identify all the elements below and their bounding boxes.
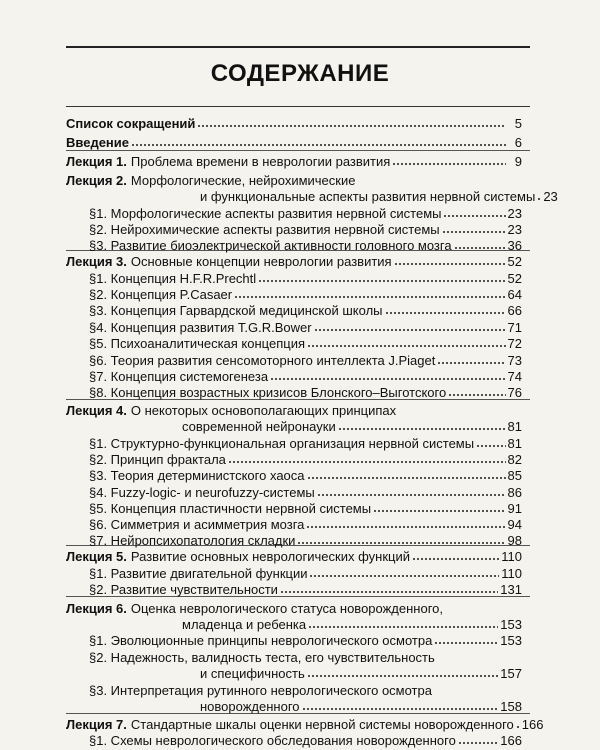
entry-title: §7. Нейропсихопатология складки: [89, 533, 296, 548]
page-number: 91: [507, 501, 522, 516]
toc-entry[interactable]: [66, 205, 522, 222]
dot-leader: [297, 541, 505, 545]
lecture-label: Лекция 7.: [66, 717, 127, 732]
page-number: 81: [507, 419, 522, 434]
entry-title: Список сокращений: [66, 116, 196, 131]
page-number: 81: [507, 436, 522, 451]
toc-entry[interactable]: [66, 516, 522, 533]
toc-entry[interactable]: [66, 418, 522, 435]
entry-title: современной нейронауки: [182, 419, 336, 434]
lecture-label: Лекция 5.: [66, 549, 127, 564]
page-number: 72: [507, 336, 522, 351]
toc-entry[interactable]: [66, 237, 522, 254]
toc-entry[interactable]: [66, 698, 522, 715]
dot-leader: [476, 444, 505, 448]
entry-title: §3. Концепция Гарвардской медицинской школы: [89, 303, 383, 318]
page-number: 36: [507, 238, 522, 253]
lecture-label: Лекция 4.: [66, 403, 127, 418]
dot-leader: [443, 214, 505, 218]
toc-entry[interactable]: [66, 581, 522, 598]
entry-title: §7. Концепция системогенеза: [89, 369, 269, 384]
entry-title: §6. Теория развития сенсомоторного интеллекта J.Piaget: [89, 353, 436, 368]
toc-entry[interactable]: [66, 319, 522, 336]
dot-leader: [516, 725, 520, 729]
entry-title: Стандартные шкалы оценки нервной системы новорожденного: [130, 717, 514, 732]
entry-title: §5. Психоаналитическая концепция: [89, 336, 305, 351]
dot-leader: [228, 460, 506, 464]
entry-title: и функциональные аспекты развития нервной системы: [200, 189, 536, 204]
entry-title: §2. Развитие чувствительности: [89, 582, 278, 597]
entry-title: §8. Концепция возрастных кризисов Блонского–Выготского: [89, 385, 447, 400]
toc-entry[interactable]: [66, 115, 522, 132]
page-number: 157: [500, 666, 522, 681]
page-number: 71: [507, 320, 522, 335]
dot-leader: [197, 124, 506, 128]
toc-entry[interactable]: [66, 335, 522, 352]
dot-leader: [442, 230, 506, 234]
toc-entry[interactable]: [66, 600, 522, 617]
page-number: 76: [507, 385, 522, 400]
toc-entry[interactable]: [66, 286, 522, 303]
toc-entry[interactable]: [66, 368, 522, 385]
lecture-label: Лекция 3.: [66, 254, 127, 269]
page-number: 153: [500, 617, 522, 632]
dot-leader: [448, 393, 505, 397]
entry-title: §1. Развитие двигательной функции: [89, 566, 308, 581]
page-number: 153: [500, 633, 522, 648]
page-number: 110: [501, 549, 522, 564]
dot-leader: [234, 295, 505, 299]
toc-entry[interactable]: [66, 649, 522, 666]
dot-leader: [307, 344, 506, 348]
toc-entry[interactable]: [66, 352, 522, 369]
toc-entry[interactable]: [66, 632, 522, 649]
dot-leader: [280, 590, 498, 594]
entry-title: Оценка неврологического статуса новорожденного,: [130, 601, 444, 616]
entry-title: §1. Схемы неврологического обследования новорожденного: [89, 733, 456, 748]
toc-entry[interactable]: [66, 500, 522, 517]
dot-leader: [270, 377, 505, 381]
dot-leader: [306, 525, 505, 529]
entry-title: Развитие основных неврологических функций: [130, 549, 410, 564]
page-number: 5: [514, 116, 522, 131]
page-number: 166: [521, 717, 544, 732]
page-number: 64: [507, 287, 522, 302]
toc-entry[interactable]: [66, 435, 522, 452]
entry-title: §4. Концепция развития T.G.R.Bower: [89, 320, 312, 335]
entry-title: §3. Интерпретация рутинного неврологического осмотра: [89, 683, 432, 698]
dot-leader: [412, 557, 499, 561]
page-number: 94: [507, 517, 522, 532]
dot-leader: [434, 641, 498, 645]
entry-title: Проблема времени в неврологии развития: [130, 154, 391, 169]
dot-leader: [307, 674, 499, 678]
toc-entry[interactable]: [66, 172, 522, 189]
dot-leader: [314, 328, 506, 332]
page-number: 6: [514, 135, 522, 150]
page-number: 73: [507, 353, 522, 368]
entry-title: §1. Концепция H.F.R.Prechtl: [89, 271, 257, 286]
page-number: 98: [507, 533, 522, 548]
page-number: 110: [501, 566, 522, 581]
page-number: 131: [500, 582, 522, 597]
toc-entry[interactable]: [66, 732, 522, 749]
toc-entry[interactable]: [66, 384, 522, 401]
toc-entry[interactable]: [66, 616, 522, 633]
dot-leader: [258, 279, 505, 283]
dot-leader: [394, 262, 506, 266]
entry-title: Введение: [66, 135, 129, 150]
entry-title: и специфичность: [200, 666, 305, 681]
entry-title: §3. Развитие биоэлектрической активности головного мозга: [89, 238, 452, 253]
entry-title: новорожденного: [200, 699, 300, 714]
dot-leader: [309, 574, 499, 578]
page-number: 158: [500, 699, 522, 714]
page-number: 82: [507, 452, 522, 467]
page-number: 166: [500, 733, 522, 748]
toc-entry[interactable]: [66, 716, 544, 733]
dot-leader: [338, 427, 506, 431]
dot-leader: [437, 361, 505, 365]
dot-leader: [307, 476, 506, 480]
entry-title: §6. Симметрия и асимметрия мозга: [89, 517, 305, 532]
entry-title: §3. Теория детерминистского хаоса: [89, 468, 305, 483]
toc-entry[interactable]: [66, 402, 522, 419]
page-number: 23: [543, 189, 558, 204]
dot-leader: [308, 625, 498, 629]
entry-title: §4. Fuzzy-logic- и neurofuzzy-системы: [89, 485, 315, 500]
toc-entry[interactable]: [66, 665, 522, 682]
page-number: 9: [514, 154, 522, 169]
toc-entry[interactable]: [66, 134, 522, 151]
entry-title: Основные концепции неврологии развития: [130, 254, 392, 269]
lecture-label: Лекция 2.: [66, 173, 127, 188]
toc-entry[interactable]: [66, 532, 522, 549]
lecture-label: Лекция 6.: [66, 601, 127, 616]
entry-title: §5. Концепция пластичности нервной системы: [89, 501, 372, 516]
dot-leader: [373, 509, 505, 513]
entry-title: Морфологические, нейрохимические: [130, 173, 356, 188]
toc-entry[interactable]: [66, 467, 522, 484]
entry-title: §1. Эволюционные принципы неврологического осмотра: [89, 633, 433, 648]
page-number: 52: [507, 254, 522, 269]
entry-title: младенца и ребенка: [182, 617, 307, 632]
page-number: 52: [507, 271, 522, 286]
dot-leader: [537, 197, 541, 201]
toc-entry[interactable]: [66, 221, 522, 238]
toc-entry[interactable]: [66, 565, 522, 582]
toc-entry[interactable]: [66, 253, 522, 270]
entry-title: §1. Морфологические аспекты развития нервной системы: [89, 206, 442, 221]
page-number: 86: [507, 485, 522, 500]
entry-title: §2. Нейрохимические аспекты развития нервной системы: [89, 222, 440, 237]
toc-entry[interactable]: [66, 548, 522, 565]
lecture-label: Лекция 1.: [66, 154, 127, 169]
dot-leader: [317, 493, 506, 497]
dot-leader: [131, 143, 506, 147]
entry-title: §2. Концепция P.Casaer: [89, 287, 233, 302]
page-number: 85: [507, 468, 522, 483]
toc-entry[interactable]: [66, 270, 522, 287]
entry-title: §2. Принцип фрактала: [89, 452, 226, 467]
toc-entry[interactable]: [66, 451, 522, 468]
page-number: 66: [507, 303, 522, 318]
entry-title: §1. Структурно-функциональная организация нервной системы: [89, 436, 475, 451]
dot-leader: [458, 741, 498, 745]
page-number: 74: [507, 369, 522, 384]
entry-title: §2. Надежность, валидность теста, его чувствительность: [89, 650, 435, 665]
toc-entry[interactable]: [66, 302, 522, 319]
toc-entry[interactable]: [66, 153, 522, 170]
dot-leader: [385, 311, 506, 315]
page-number: 23: [507, 222, 522, 237]
toc-entry[interactable]: [66, 682, 522, 699]
dot-leader: [302, 707, 499, 711]
dot-leader: [392, 162, 506, 166]
dot-leader: [454, 246, 506, 250]
entry-title: О некоторых основополагающих принципах: [130, 403, 397, 418]
toc-entry[interactable]: [66, 188, 558, 205]
page-title: СОДЕРЖАНИЕ: [210, 60, 390, 87]
toc-entry[interactable]: [66, 484, 522, 501]
page-number: 23: [507, 206, 522, 221]
